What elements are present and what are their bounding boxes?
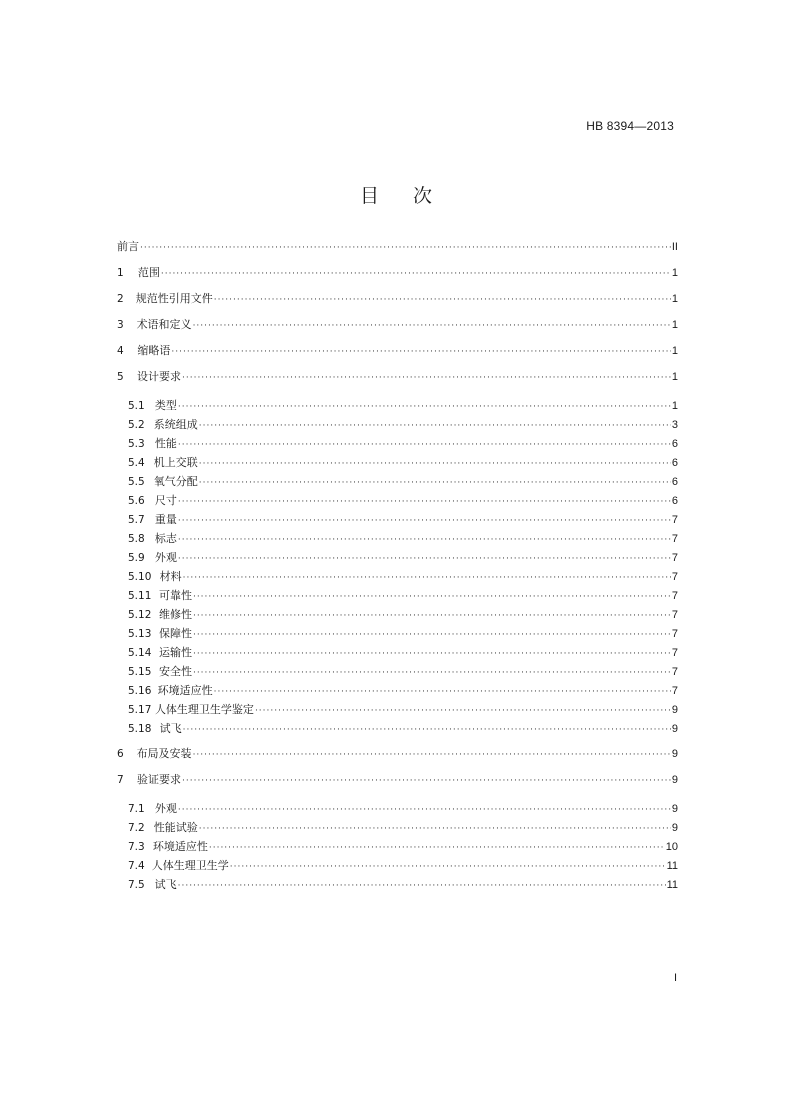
toc-entry[interactable] bbox=[128, 512, 678, 528]
toc-entry-page: 1 bbox=[671, 293, 678, 305]
toc-entry-number: 5.2 bbox=[128, 419, 145, 431]
dot-leader bbox=[193, 627, 671, 643]
dot-leader bbox=[193, 589, 671, 605]
dot-leader bbox=[178, 532, 671, 548]
toc-entry-number: 5.18 bbox=[128, 723, 152, 735]
toc-entry-page: 10 bbox=[665, 841, 678, 853]
page-title: 目次 bbox=[359, 185, 466, 207]
dot-leader bbox=[193, 318, 671, 334]
toc-entry-page: 1 bbox=[671, 319, 678, 331]
dot-leader bbox=[199, 821, 671, 837]
dot-leader bbox=[178, 437, 671, 453]
toc-entry-page: 7 bbox=[671, 647, 678, 659]
toc-entry-page: 11 bbox=[666, 879, 678, 891]
toc-entry-number: 5.6 bbox=[128, 495, 145, 507]
toc-entry[interactable] bbox=[128, 858, 678, 874]
dot-leader bbox=[214, 684, 671, 700]
toc-entry-label: 可靠性 bbox=[158, 589, 192, 602]
dot-leader bbox=[193, 646, 671, 662]
toc-entry-number: 5.17 bbox=[128, 704, 152, 716]
toc-entry-label: 环境适应性 bbox=[152, 840, 208, 853]
dot-leader bbox=[178, 551, 671, 567]
toc-entry[interactable] bbox=[128, 417, 678, 433]
toc-entry-page: 9 bbox=[671, 774, 678, 786]
dot-leader bbox=[178, 494, 671, 510]
toc-entry-label: 安全性 bbox=[158, 665, 192, 678]
toc-entry-page: 7 bbox=[671, 590, 678, 602]
toc-entry-number: 5.11 bbox=[128, 590, 152, 602]
toc-entry[interactable] bbox=[128, 493, 678, 509]
toc-entry-number: 5.3 bbox=[128, 438, 145, 450]
toc-entry-page: 6 bbox=[671, 457, 678, 469]
toc-entry-label: 性能试验 bbox=[153, 821, 198, 834]
toc-entry-number: 5.14 bbox=[128, 647, 152, 659]
toc-entry[interactable] bbox=[128, 455, 678, 471]
dot-leader bbox=[193, 747, 671, 763]
toc-entry[interactable] bbox=[117, 369, 678, 385]
toc-entry-page: 1 bbox=[671, 400, 678, 412]
toc-entry-label: 维修性 bbox=[158, 608, 192, 621]
dot-leader bbox=[178, 802, 671, 818]
toc-entry[interactable] bbox=[128, 531, 678, 547]
dot-leader bbox=[171, 344, 670, 360]
toc-entry[interactable] bbox=[117, 239, 678, 255]
dot-leader bbox=[193, 665, 671, 681]
toc-entry[interactable] bbox=[117, 265, 678, 281]
toc-entry-label: 机上交联 bbox=[153, 456, 198, 469]
dot-leader bbox=[178, 513, 671, 529]
dot-leader bbox=[230, 859, 666, 875]
toc-entry-label: 运输性 bbox=[158, 646, 192, 659]
toc-entry-page: 7 bbox=[671, 685, 678, 697]
standard-code: HB 8394—2013 bbox=[586, 119, 674, 133]
toc-entry-label: 环境适应性 bbox=[157, 684, 213, 697]
toc-entry-label: 试飞 bbox=[159, 722, 182, 735]
toc-entry-number: 7.1 bbox=[128, 803, 145, 815]
toc-entry[interactable] bbox=[128, 626, 678, 642]
toc-entry-label: 保障性 bbox=[158, 627, 192, 640]
toc-entry-number: 5.4 bbox=[128, 457, 145, 469]
toc-entry-number: 7 bbox=[117, 774, 124, 786]
toc-entry-label: 术语和定义 bbox=[136, 318, 192, 331]
toc-entry-number: 5.12 bbox=[128, 609, 152, 621]
toc-entry-page: 1 bbox=[671, 267, 678, 279]
toc-entry-page: 1 bbox=[671, 371, 678, 383]
dot-leader bbox=[178, 878, 666, 894]
toc-entry[interactable] bbox=[128, 721, 678, 737]
toc-entry[interactable] bbox=[117, 343, 678, 359]
toc-entry-number: 5.1 bbox=[128, 400, 145, 412]
toc-entry[interactable] bbox=[128, 683, 678, 699]
dot-leader bbox=[255, 703, 671, 719]
toc-entry-label: 前言 bbox=[117, 240, 139, 253]
toc-entry-label: 布局及安装 bbox=[136, 747, 192, 760]
toc-entry-number: 5.7 bbox=[128, 514, 145, 526]
dot-leader bbox=[182, 773, 671, 789]
toc-entry-number: 7.2 bbox=[128, 822, 145, 834]
toc-entry-number: 3 bbox=[117, 319, 124, 331]
toc-entry[interactable] bbox=[128, 877, 678, 893]
toc-entry-page: 9 bbox=[671, 748, 678, 760]
toc-entry-number: 4 bbox=[117, 345, 124, 357]
dot-leader bbox=[199, 475, 671, 491]
toc-entry-label: 类型 bbox=[154, 399, 177, 412]
toc-entry-number: 5.10 bbox=[128, 571, 152, 583]
dot-leader bbox=[214, 292, 671, 308]
toc-entry[interactable] bbox=[128, 550, 678, 566]
dot-leader bbox=[161, 266, 671, 282]
toc-entry[interactable] bbox=[128, 588, 678, 604]
toc-entry-label: 外观 bbox=[154, 551, 177, 564]
page-number: I bbox=[673, 972, 677, 984]
toc-entry-page: 6 bbox=[671, 495, 678, 507]
toc-entry-label: 范围 bbox=[137, 266, 160, 279]
dot-leader bbox=[199, 418, 671, 434]
toc-entry-number: 5 bbox=[117, 371, 124, 383]
toc-entry-label: 尺寸 bbox=[154, 494, 177, 507]
toc-entry-page: 9 bbox=[671, 723, 678, 735]
toc-entry-label: 材料 bbox=[159, 570, 182, 583]
toc-entry-label: 验证要求 bbox=[137, 773, 181, 786]
toc-entry[interactable] bbox=[128, 398, 678, 414]
toc-entry-page: 9 bbox=[671, 704, 678, 716]
toc-entry-page: 7 bbox=[671, 533, 678, 545]
toc-entry-label: 性能 bbox=[154, 437, 177, 450]
toc-entry-page: II bbox=[671, 241, 678, 253]
toc-entry-number: 7.3 bbox=[128, 841, 145, 853]
toc-entry-number: 7.4 bbox=[128, 860, 145, 872]
toc-entry[interactable] bbox=[128, 474, 678, 490]
toc-entry-number: 6 bbox=[117, 748, 124, 760]
toc-entry-label: 人体生理卫生学鉴定 bbox=[154, 703, 254, 716]
toc-entry-label: 设计要求 bbox=[137, 370, 181, 383]
toc-entry-label: 人体生理卫生学 bbox=[151, 859, 229, 872]
dot-leader bbox=[209, 840, 665, 856]
dot-leader bbox=[193, 608, 671, 624]
toc-entry-page: 7 bbox=[671, 571, 678, 583]
toc-entry-number: 5.8 bbox=[128, 533, 145, 545]
toc-entry[interactable] bbox=[117, 772, 678, 788]
dot-leader bbox=[182, 370, 671, 386]
toc-entry-page: 3 bbox=[671, 419, 678, 431]
toc-entry-page: 7 bbox=[671, 552, 678, 564]
toc-entry[interactable] bbox=[117, 746, 678, 762]
toc-entry[interactable] bbox=[128, 664, 678, 680]
dot-leader bbox=[140, 240, 671, 256]
toc-entry-number: 5.13 bbox=[128, 628, 152, 640]
toc-entry-number: 5.16 bbox=[128, 685, 152, 697]
toc-entry[interactable] bbox=[128, 839, 678, 855]
toc-entry[interactable] bbox=[128, 607, 678, 623]
toc-entry[interactable] bbox=[128, 702, 678, 718]
dot-leader bbox=[183, 722, 671, 738]
dot-leader bbox=[183, 570, 671, 586]
toc-entry-page: 7 bbox=[671, 666, 678, 678]
toc-entry-page: 1 bbox=[671, 345, 678, 357]
toc-entry-label: 标志 bbox=[154, 532, 177, 545]
toc-entry-page: 11 bbox=[666, 860, 678, 872]
toc-entry-label: 系统组成 bbox=[153, 418, 198, 431]
toc-entry-page: 7 bbox=[671, 514, 678, 526]
toc-entry-number: 5.9 bbox=[128, 552, 145, 564]
toc-entry-number: 1 bbox=[117, 267, 124, 279]
toc-entry[interactable] bbox=[128, 436, 678, 452]
dot-leader bbox=[199, 456, 671, 472]
toc-entry-number: 7.5 bbox=[128, 879, 145, 891]
toc-entry-label: 规范性引用文件 bbox=[135, 292, 213, 305]
toc-entry[interactable] bbox=[117, 317, 678, 333]
toc-entry-page: 7 bbox=[671, 609, 678, 621]
toc-entry-page: 7 bbox=[671, 628, 678, 640]
toc-entry-label: 试飞 bbox=[154, 878, 177, 891]
toc-entry-page: 9 bbox=[671, 822, 678, 834]
toc-entry-page: 9 bbox=[671, 803, 678, 815]
toc-entry[interactable] bbox=[128, 820, 678, 836]
toc-entry-label: 缩略语 bbox=[137, 344, 171, 357]
toc-entry-number: 2 bbox=[117, 293, 124, 305]
toc-entry[interactable] bbox=[128, 569, 678, 585]
toc-entry[interactable] bbox=[117, 291, 678, 307]
toc-entry-page: 6 bbox=[671, 438, 678, 450]
toc-entry[interactable] bbox=[128, 801, 678, 817]
toc-entry-label: 外观 bbox=[154, 802, 177, 815]
toc-entry-label: 重量 bbox=[154, 513, 177, 526]
toc-entry-number: 5.15 bbox=[128, 666, 152, 678]
dot-leader bbox=[178, 399, 671, 415]
toc-entry-page: 6 bbox=[671, 476, 678, 488]
toc-entry-label: 氧气分配 bbox=[153, 475, 198, 488]
toc-entry-number: 5.5 bbox=[128, 476, 145, 488]
toc-entry[interactable] bbox=[128, 645, 678, 661]
